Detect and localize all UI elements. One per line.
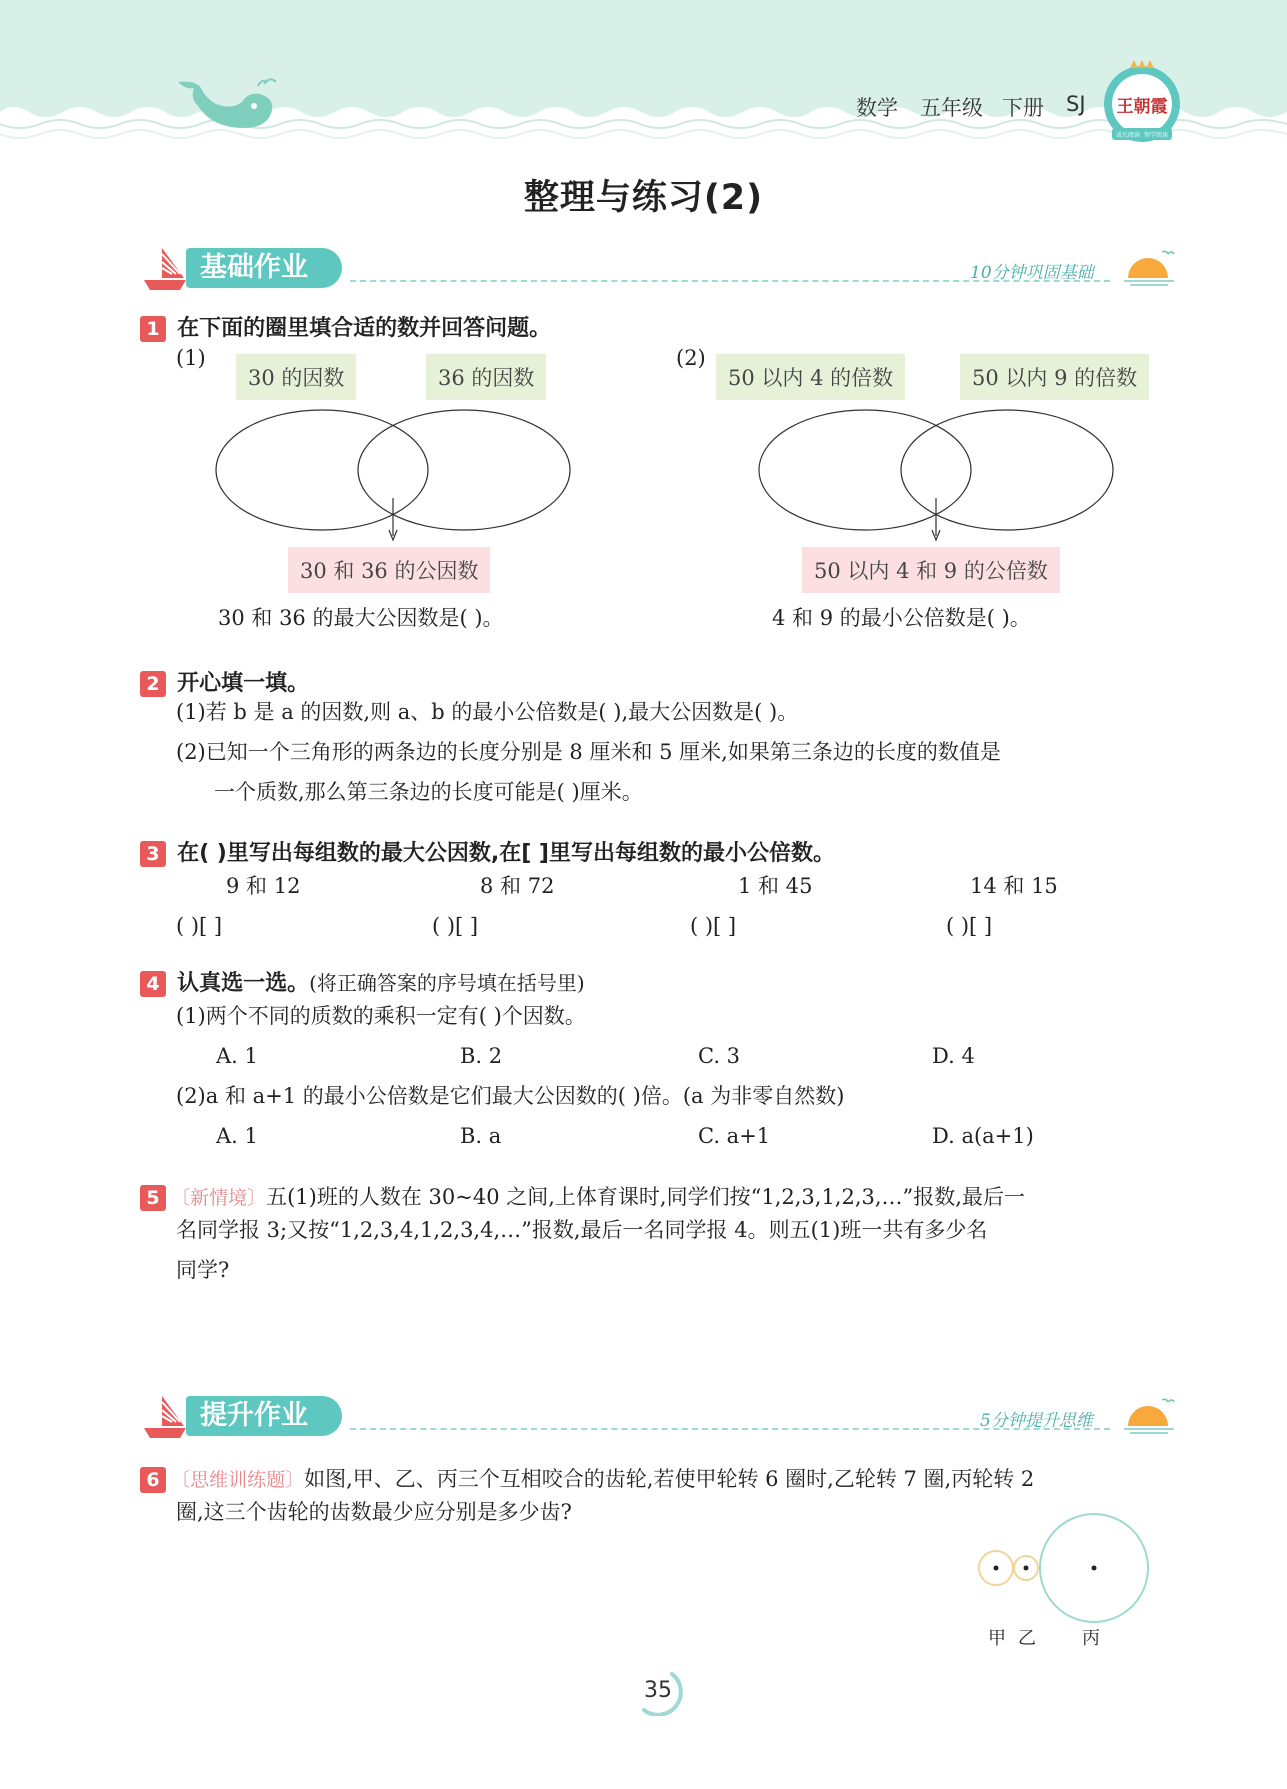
option-d: D. 4 xyxy=(932,1044,975,1068)
number-group: 8 和 72 xyxy=(480,874,555,898)
gear-label-yi: 乙 xyxy=(1018,1628,1036,1649)
part-label: (2) xyxy=(676,346,706,370)
venn-left-tag: 30 的因数 xyxy=(236,354,356,400)
venn-bottom-tag: 30 和 36 的公因数 xyxy=(288,547,490,593)
question-4-sub-2: (2)a 和 a+1 的最小公倍数是它们最大公因数的( )倍。(a 为非零自然数) xyxy=(176,1084,845,1108)
venn-question: 4 和 9 的最小公倍数是( )。 xyxy=(772,606,1031,630)
question-6-line-2: 圈,这三个齿轮的齿数最少应分别是多少齿? xyxy=(176,1500,572,1524)
answer-blank: ( )[ ] xyxy=(946,914,993,938)
option-a: A. 1 xyxy=(216,1124,258,1148)
question-6 xyxy=(140,1460,1034,1500)
question-6-line-1: 如图,甲、乙、丙三个互相咬合的齿轮,若使甲轮转 6 圈时,乙轮转 7 圈,丙轮转 2 xyxy=(304,1467,1035,1491)
page-number: 35 xyxy=(644,1678,672,1703)
option-b: B. 2 xyxy=(460,1044,503,1068)
question-number: 5 xyxy=(140,1185,166,1211)
answer-blank: ( )[ ] xyxy=(176,914,223,938)
question-5 xyxy=(140,1178,1025,1218)
option-a: A. 1 xyxy=(216,1044,258,1068)
gear-label-jia: 甲 xyxy=(988,1628,1006,1649)
answer-blank: ( )[ ] xyxy=(690,914,737,938)
question-2-line-1: (1)若 b 是 a 的因数,则 a、b 的最小公倍数是( ),最大公因数是( )。 xyxy=(176,700,799,724)
header-grade: 五年级 xyxy=(920,96,983,120)
venn-diagram xyxy=(214,408,574,548)
logo-text: 王朝霞 xyxy=(1116,97,1168,117)
gear-label-bing: 丙 xyxy=(1082,1628,1100,1649)
number-group: 14 和 15 xyxy=(970,874,1058,898)
question-number: 6 xyxy=(140,1467,166,1493)
question-heading: 在下面的圈里填合适的数并回答问题。 xyxy=(177,316,552,341)
page-title: 整理与练习(2) xyxy=(523,178,764,218)
logo-small-right: 智学阅读 xyxy=(1143,132,1168,139)
question-5-line-2: 名同学报 3;又按“1,2,3,4,1,2,3,4,…”报数,最后一名同学报 4。则五(1)班一共有多少名 xyxy=(176,1218,988,1242)
question-5-line-1: 五(1)班的人数在 30~40 之间,上体育课时,同学们按“1,2,3,1,2,3,…”报数,最后一 xyxy=(266,1185,1025,1209)
question-tag: 〔思维训练题〕 xyxy=(171,1469,305,1491)
question-2-line-2: (2)已知一个三角形的两条边的长度分别是 8 厘米和 5 厘米,如果第三条边的长度的数值是 xyxy=(176,740,1001,764)
answer-blank: ( )[ ] xyxy=(432,914,479,938)
question-tag: 〔新情境〕 xyxy=(171,1187,267,1209)
question-number: 3 xyxy=(140,841,166,867)
venn-right-tag: 50 以内 9 的倍数 xyxy=(960,354,1149,400)
option-c: C. a+1 xyxy=(698,1124,771,1148)
number-group: 1 和 45 xyxy=(738,874,813,898)
section-banner-advanced xyxy=(140,1392,1180,1440)
question-2-line-3: 一个质数,那么第三条边的长度可能是( )厘米。 xyxy=(214,780,643,804)
venn-diagram xyxy=(757,408,1117,548)
question-1 xyxy=(140,311,551,342)
question-5-line-3: 同学? xyxy=(176,1258,230,1282)
venn-left-tag: 50 以内 4 的倍数 xyxy=(716,354,905,400)
header-subject: 数学 xyxy=(856,96,898,120)
whale-icon xyxy=(172,76,282,134)
question-number: 4 xyxy=(140,971,166,997)
question-4-sub-1: (1)两个不同的质数的乘积一定有( )个因数。 xyxy=(176,1004,586,1028)
header-edition: SJ xyxy=(1066,92,1086,116)
venn-right-tag: 36 的因数 xyxy=(426,354,546,400)
question-heading-note: (将正确答案的序号填在括号里) xyxy=(309,971,585,995)
number-group: 9 和 12 xyxy=(226,874,301,898)
section-sub-basic: 10分钟巩固基础 xyxy=(970,263,1094,283)
question-4 xyxy=(140,966,585,997)
sunrise-icon xyxy=(1122,248,1178,288)
part-label: (1) xyxy=(176,346,206,370)
brand-logo xyxy=(1102,58,1182,150)
option-c: C. 3 xyxy=(698,1044,741,1068)
question-number: 2 xyxy=(140,671,166,697)
option-b: B. a xyxy=(460,1124,502,1148)
option-d: D. a(a+1) xyxy=(932,1124,1034,1148)
question-heading: 在( )里写出每组数的最大公因数,在[ ]里写出每组数的最小公倍数。 xyxy=(177,841,835,866)
sailboat-icon xyxy=(140,1392,190,1440)
section-label-basic: 基础作业 xyxy=(186,248,342,288)
section-banner-basic xyxy=(140,244,1180,292)
logo-small-left: 成长阅读 xyxy=(1115,132,1140,139)
section-label-advanced: 提升作业 xyxy=(186,1396,342,1436)
sailboat-icon xyxy=(140,244,190,292)
question-3 xyxy=(140,836,835,867)
sunrise-icon xyxy=(1122,1396,1178,1436)
question-heading: 认真选一选。 xyxy=(177,971,310,996)
header-volume: 下册 xyxy=(1002,96,1044,120)
question-2 xyxy=(140,666,309,697)
question-number: 1 xyxy=(140,316,166,342)
gears-diagram xyxy=(972,1510,1152,1630)
question-heading: 开心填一填。 xyxy=(177,671,310,696)
venn-question: 30 和 36 的最大公因数是( )。 xyxy=(218,606,504,630)
venn-bottom-tag: 50 以内 4 和 9 的公倍数 xyxy=(802,547,1060,593)
section-sub-advanced: 5分钟提升思维 xyxy=(980,1411,1093,1431)
